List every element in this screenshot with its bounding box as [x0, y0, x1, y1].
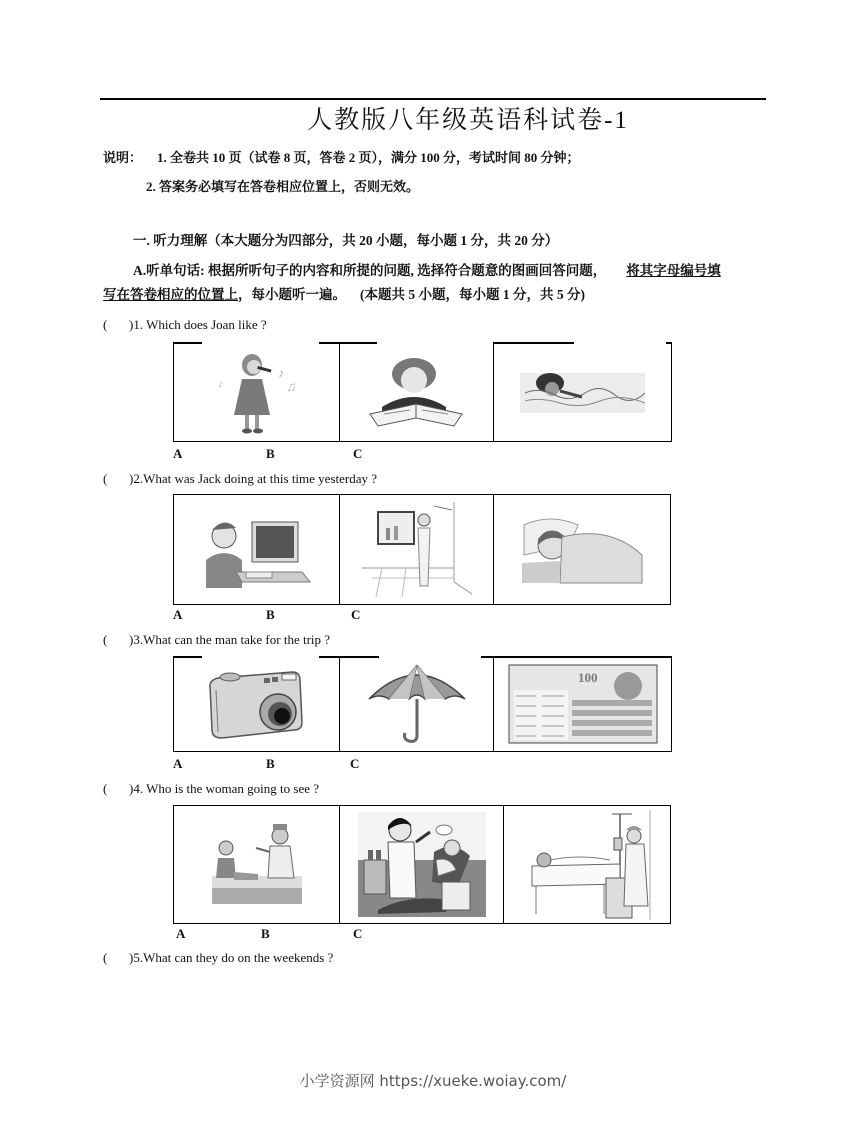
notes-line-1: 1. 全卷共 10 页（试卷 8 页，答卷 2 页），满分 100 分，考试时间 80 分钟；: [157, 150, 580, 165]
question-3-option-labels: [173, 756, 473, 772]
option-image-c[interactable]: [494, 656, 671, 751]
answer-blank[interactable]: (: [103, 950, 108, 965]
svg-text:♪: ♪: [277, 365, 284, 380]
option-image-b[interactable]: [340, 806, 504, 923]
question-2: [103, 471, 377, 487]
option-label-a: A: [173, 607, 183, 622]
answer-blank[interactable]: (: [103, 781, 108, 796]
option-label-b: B: [261, 926, 270, 941]
part-a-underlined-2: 写在答卷相应的位置上: [103, 287, 238, 302]
option-label-b: B: [266, 446, 275, 461]
question-text: )4. Who is the woman going to see ?: [129, 781, 320, 796]
umbrella-icon: [367, 661, 467, 746]
option-label-b: B: [266, 756, 275, 771]
option-image-b[interactable]: [340, 656, 494, 751]
doctor-with-injured-boy-icon: [212, 822, 302, 907]
girl-swimming-icon: [520, 367, 645, 417]
part-a-points: (本题共 5 小题，每小题 1 分，共 5 分): [360, 287, 585, 302]
question-3-image-grid: [173, 656, 672, 752]
question-3: [103, 632, 330, 648]
option-image-a[interactable]: [174, 495, 340, 604]
option-image-b[interactable]: [340, 342, 494, 441]
option-label-a: A: [176, 926, 186, 941]
boy-taking-shower-icon: [362, 502, 472, 597]
option-label-c: C: [351, 607, 361, 622]
girl-reading-book-icon: [362, 352, 472, 432]
option-image-c[interactable]: [504, 806, 670, 923]
part-a-text-2: ，每小题听一遍。: [238, 287, 346, 302]
footer-watermark: 小学资源网 https://xueke.woiay.com/: [299, 1072, 567, 1090]
option-label-a: A: [173, 446, 183, 461]
option-image-a[interactable]: [174, 806, 340, 923]
option-image-a[interactable]: [174, 656, 340, 751]
question-4-image-grid: [173, 805, 671, 924]
girl-singing-icon: [212, 347, 302, 437]
option-label-c: C: [353, 926, 363, 941]
part-a-instructions: [103, 259, 766, 307]
boy-using-computer-icon: [202, 510, 312, 590]
answer-blank[interactable]: (: [103, 471, 108, 486]
option-image-c[interactable]: [494, 342, 671, 441]
option-image-c[interactable]: [494, 495, 670, 604]
banknote-value: 100: [577, 669, 597, 685]
question-5: [103, 950, 333, 966]
nurse-with-patient-in-bed-icon: [520, 810, 655, 920]
question-text: )3.What can the man take for the trip ?: [129, 632, 331, 647]
option-label-c: C: [353, 446, 363, 461]
question-2-option-labels: [173, 607, 473, 623]
part-a-text-1: A.听单句话: 根据所听句子的内容和所提的问题, 选择符合题意的图画回答问题，: [133, 263, 607, 278]
option-label-c: C: [350, 756, 360, 771]
option-image-a[interactable]: [174, 342, 340, 441]
svg-text:♪: ♪: [217, 377, 223, 390]
option-image-b[interactable]: [340, 495, 494, 604]
question-text: )2.What was Jack doing at this time yesterday ?: [129, 471, 378, 486]
question-text: )1. Which does Joan like ?: [129, 317, 267, 332]
question-4-option-labels: [173, 926, 473, 942]
answer-blank[interactable]: (: [103, 632, 108, 647]
svg-text:♫: ♫: [285, 379, 296, 395]
answer-blank[interactable]: (: [103, 317, 108, 332]
part-a-underlined-1: 将其字母编号填: [626, 263, 721, 278]
boy-sleeping-in-bed-icon: [520, 515, 645, 585]
section-heading: 一. 听力理解（本大题分为四部分，共 20 小题，每小题 1 分，共 20 分）: [133, 233, 559, 248]
question-1: [103, 317, 267, 333]
notes-label: 说明：: [103, 150, 143, 165]
camera-icon: [202, 664, 312, 744]
question-2-image-grid: [173, 494, 671, 605]
question-text: )5.What can they do on the weekends ?: [129, 950, 334, 965]
page-title: 人教版八年级英语科试卷-1: [307, 107, 629, 134]
question-1-option-labels: [173, 446, 473, 462]
option-label-a: A: [173, 756, 183, 771]
question-4: [103, 781, 319, 797]
question-1-image-grid: [173, 342, 672, 442]
option-label-b: B: [266, 607, 275, 622]
dentist-with-patient-icon: [358, 812, 486, 917]
banknotes-icon: [508, 664, 658, 744]
notes-line-2: 2. 答案务必填写在答卷相应位置上，否则无效。: [146, 179, 420, 194]
